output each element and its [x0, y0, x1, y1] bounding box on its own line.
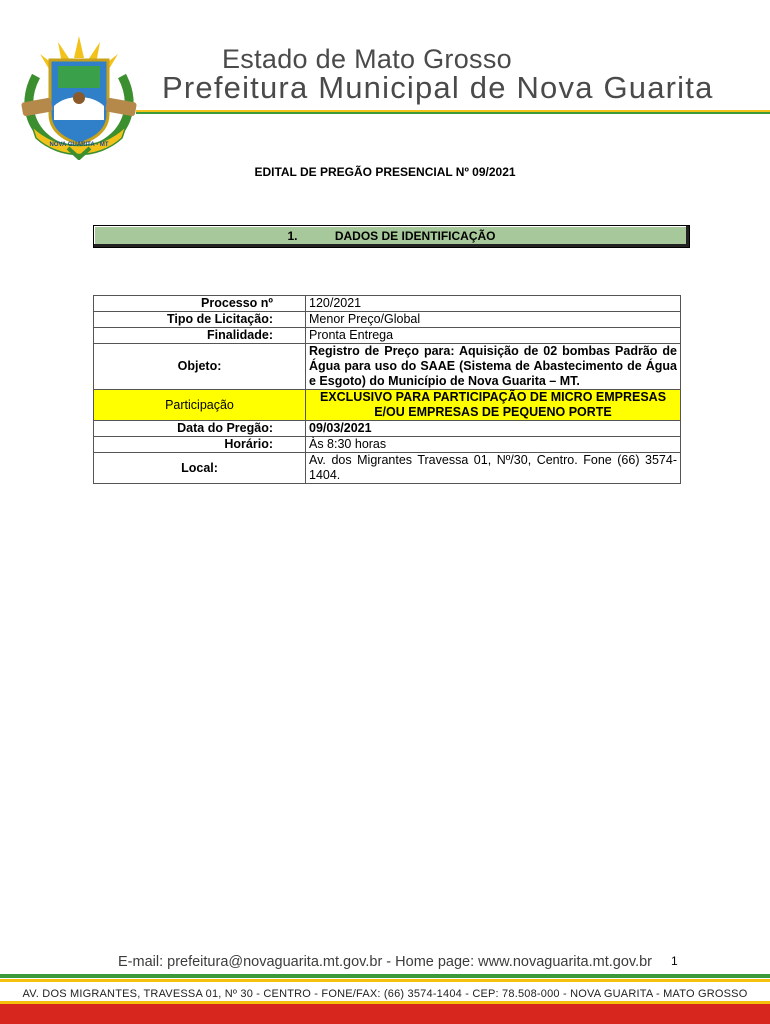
objeto-label: Objeto:	[94, 344, 306, 390]
table-row	[94, 421, 681, 437]
finalidade-value: Pronta Entrega	[306, 328, 681, 344]
finalidade-label: Finalidade:	[94, 328, 306, 344]
local-value: Av. dos Migrantes Travessa 01, Nº/30, Centro. Fone (66) 3574-1404.	[306, 453, 681, 484]
objeto-value: Registro de Preço para: Aquisição de 02 bombas Padrão de Água para uso do SAAE (Sistema de Abastecimento de Água e Esgoto) do Município de Nova Guarita – MT.	[306, 344, 681, 390]
data-value: 09/03/2021	[306, 421, 681, 437]
page-number: 1	[671, 954, 678, 968]
processo-value: 120/2021	[306, 296, 681, 312]
section-number: 1.	[287, 229, 298, 243]
processo-label: Processo nº	[94, 296, 306, 312]
header-prefecture: Prefeitura Municipal de Nova Guarita	[162, 70, 714, 105]
table-row	[94, 328, 681, 344]
data-label: Data do Pregão:	[94, 421, 306, 437]
section-title: DADOS DE IDENTIFICAÇÃO	[334, 229, 496, 243]
horario-value: Às 8:30 horas	[306, 437, 681, 453]
header-state: Estado de Mato Grosso	[222, 44, 512, 74]
participacao-label: Participação	[94, 390, 306, 421]
table-row	[94, 312, 681, 328]
header-divider	[136, 110, 770, 114]
local-label: Local:	[94, 453, 306, 484]
tipo-label: Tipo de Licitação:	[94, 312, 306, 328]
identification-table	[93, 295, 681, 484]
tipo-value: Menor Preço/Global	[306, 312, 681, 328]
table-row	[94, 453, 681, 484]
horario-label: Horário:	[94, 437, 306, 453]
municipal-crest-logo	[18, 36, 140, 160]
footer-contact: E-mail: prefeitura@novaguarita.mt.gov.br - Home page: www.novaguarita.mt.gov.br	[117, 954, 652, 970]
document-title: EDITAL DE PREGÃO PRESENCIAL Nº 09/2021	[254, 165, 516, 179]
table-row	[94, 390, 681, 421]
table-row	[94, 344, 681, 390]
participacao-value: EXCLUSIVO PARA PARTICIPAÇÃO DE MICRO EMPRESAS E/OU EMPRESAS DE PEQUENO PORTE	[306, 390, 681, 421]
table-row	[94, 437, 681, 453]
crest-ribbon-text: NOVA GUARITA - MT	[49, 142, 109, 148]
table-row	[94, 296, 681, 312]
section-header	[93, 225, 690, 248]
footer-address: AV. DOS MIGRANTES, TRAVESSA 01, Nº 30 - CENTRO - FONE/FAX: (66) 3574-1404 - CEP: 78.508-000 - NOVA GUARITA - MATO GROSSO	[22, 988, 748, 1000]
